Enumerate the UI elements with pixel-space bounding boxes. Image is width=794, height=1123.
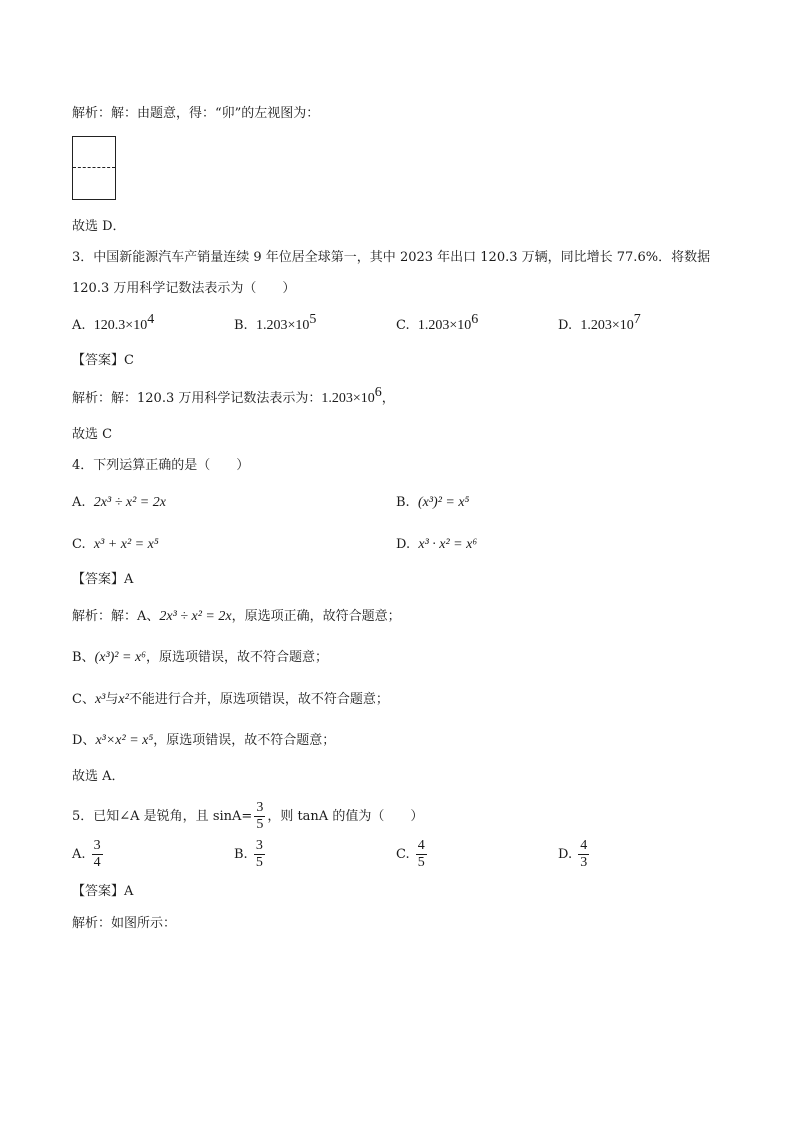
- q4-analysis-c: C、x³与x²不能进行合并，原选项错误，故不符合题意；: [72, 692, 389, 707]
- option-expression: 2x³ ÷ x² = 2x: [93, 495, 166, 510]
- option-exponent: 5: [309, 312, 317, 327]
- q3-conclusion: 故选 C: [72, 427, 113, 442]
- option-value: 1.203×10: [255, 318, 310, 333]
- option-value: 1.203×10: [580, 318, 634, 333]
- q4-option-a: [72, 493, 166, 513]
- sin-fraction: $\frac{3}{5}$: [256, 800, 264, 832]
- q4-stem: 4．下列运算正确的是（ ）: [72, 458, 250, 473]
- option-value: 1.203×10: [417, 318, 472, 333]
- q5-answer: 【答案】A: [72, 884, 134, 899]
- option-letter: D.: [396, 537, 411, 552]
- q4-answer: 【答案】A: [72, 572, 134, 587]
- option-fraction: $\frac{3}{5}$: [255, 838, 263, 870]
- option-fraction: $\frac{4}{3}$: [580, 838, 588, 870]
- q4-analysis-b: B、(x³)² = x⁶，原选项错误，故不符合题意；: [72, 650, 329, 665]
- q3-option-d: [558, 312, 641, 336]
- q4-analysis-a: 解析：解：A、2x³ ÷ x² = 2x，原选项正确，故符合题意；: [72, 609, 401, 624]
- option-exponent: 4: [147, 312, 155, 327]
- option-value: 120.3×10: [93, 318, 148, 333]
- q3-stem-line1: 3．中国新能源汽车产销量连续 9 年位居全球第一，其中 2023 年出口 120.3 万辆，同比增长 77.6%．将数据: [72, 250, 711, 265]
- q5-stem: 5．已知∠A 是锐角，且 sinA= $\frac{3}{5}$ ，则 tanA 的值为（ ）: [72, 800, 424, 832]
- q5-analysis: 解析：如图所示：: [72, 916, 177, 931]
- q3-option-a: [72, 312, 155, 336]
- option-letter: C.: [72, 537, 86, 552]
- option-fraction: $\frac{3}{4}$: [93, 838, 101, 870]
- q4-option-b: [396, 493, 469, 513]
- q3-stem-line2: 120.3 万用科学记数法表示为（ ）: [72, 281, 296, 296]
- q5-option-a: [72, 836, 105, 874]
- prev-conclusion: 故选 D．: [72, 219, 126, 234]
- option-expression: x³ · x² = x⁶: [418, 537, 478, 552]
- option-letter: B.: [396, 495, 410, 510]
- option-expression: x³ + x² = x⁵: [93, 537, 159, 552]
- q4-conclusion: 故选 A．: [72, 769, 125, 784]
- option-letter: B.: [234, 847, 248, 862]
- prev-analysis: 解析：解：由题意，得：“卯”的左视图为：: [72, 106, 320, 121]
- q4-option-d: [396, 535, 477, 555]
- left-view-figure: [72, 136, 116, 200]
- option-fraction: $\frac{4}{5}$: [417, 838, 425, 870]
- option-exponent: 7: [633, 312, 641, 327]
- option-letter: A.: [72, 495, 86, 510]
- q4-option-c: [72, 535, 159, 555]
- q5-option-c: [396, 836, 429, 874]
- q3-answer: 【答案】C: [72, 353, 134, 368]
- q3-option-c: [396, 312, 479, 336]
- option-letter: A.: [72, 847, 86, 862]
- q5-option-b: [234, 836, 267, 874]
- option-letter: D.: [558, 318, 573, 333]
- q3-analysis: 解析：解：120.3 万用科学记数法表示为：$1.203\times 10^6$，: [72, 385, 395, 406]
- q4-analysis-d: D、x³×x² = x⁵，原选项错误，故不符合题意；: [72, 733, 336, 748]
- option-letter: B.: [234, 318, 248, 333]
- option-letter: C.: [396, 847, 410, 862]
- q5-option-d: [558, 836, 591, 874]
- option-expression: (x³)² = x⁵: [417, 495, 470, 510]
- q3-option-b: [234, 312, 317, 336]
- option-letter: A.: [72, 318, 86, 333]
- option-exponent: 6: [471, 312, 479, 327]
- option-letter: D.: [558, 847, 573, 862]
- hidden-edge-dashed-line: [73, 167, 115, 168]
- option-letter: C.: [396, 318, 410, 333]
